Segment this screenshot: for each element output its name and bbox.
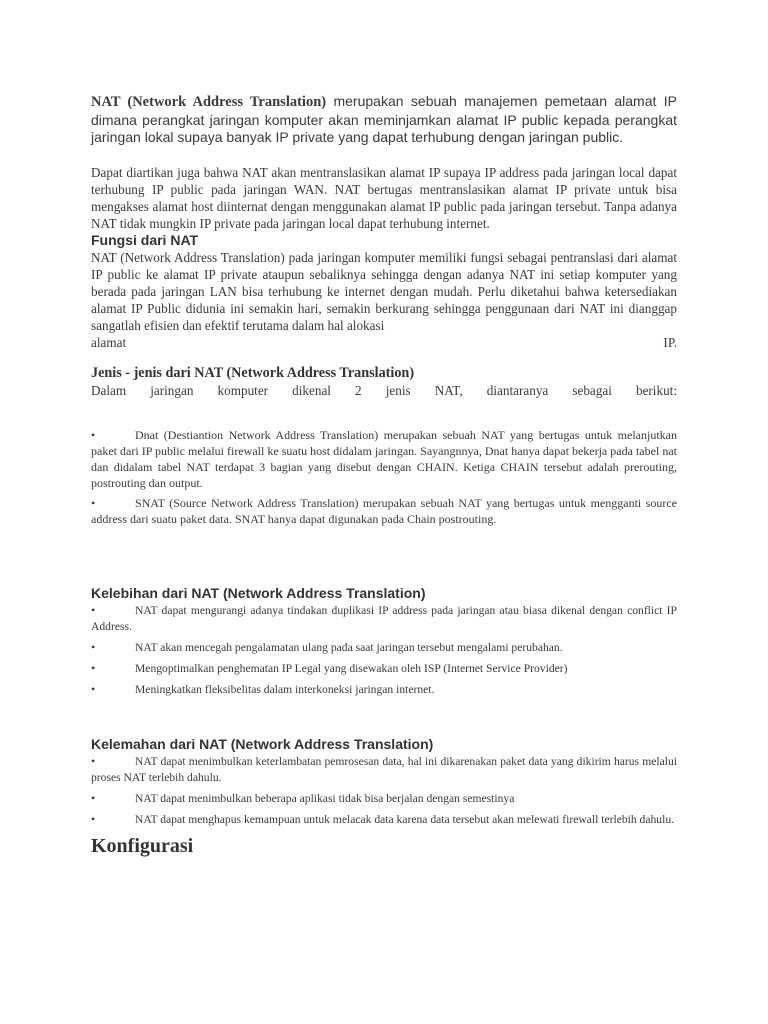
list-item: • Mengoptimalkan penghematan IP Legal yang disewakan oleh ISP (Internet Service Provider) (91, 660, 568, 675)
list-item: • Meningkatkan fleksibelitas dalam interkoneksi jaringan internet. (91, 681, 435, 696)
list-item: • NAT akan mencegah pengalamatan ulang pada saat jaringan tersebut mengalami perubahan. (91, 639, 563, 654)
bullet-icon: • (91, 753, 96, 768)
bullet-icon: • (91, 602, 96, 617)
nat-explanation-paragraph: Dapat diartikan juga bahwa NAT akan mentranslasikan alamat IP supaya IP address pada jaringan local dapat terhubung IP public pada jaringan WAN. NAT bertugas mentranslasikan alamat IP private untuk bisa mengakses alamat host diinternat dengan menggunakan alamat IP public pada jaringan tersebut. Tanpa adanya NAT tidak mungkin IP private pada jaringan local dapat terhubung internet. (91, 164, 677, 231)
list-item: • Dnat (Destiantion Network Address Translation) merupakan sebuah NAT yang bertugas untuk melanjutkan paket dari IP public melalui firewall ke suatu host didalam jaringan. Sayangnnya, Dnat hanya dapat bekerja pada tabel nat dan didalam tabel NAT terdapat 3 bagian yang disebut dengan CHAIN. Ketiga CHAIN tersebut adalah prerouting, postrouting dan output. (91, 427, 677, 490)
list-item: • NAT dapat menghapus kemampuan untuk melacak data karena data tersebut akan melewati firewall terlebih dahulu. (91, 811, 675, 826)
bullet-icon: • (91, 427, 96, 442)
list-item: • NAT dapat menimbulkan beberapa aplikasi tidak bisa berjalan dengan semestinya (91, 790, 515, 805)
fungsi-heading: Fungsi dari NAT (91, 231, 199, 248)
list-item: • NAT dapat menimbulkan keterlambatan pemrosesan data, hal ini dikarenakan paket data yang dikirim harus melalui proses NAT terlebih dahulu. (91, 753, 677, 784)
document-page (91, 93, 677, 858)
bullet-icon: • (91, 790, 96, 805)
jenis-intro: Dalam jaringan komputer dikenal 2 jenis NAT, diantaranya sebagai berikut: (91, 382, 677, 398)
jenis-list (91, 427, 677, 527)
fungsi-text: NAT (Network Address Translation) pada jaringan komputer memiliki fungsi sebagai pentranslasi dari alamat IP public ke alamat IP private ataupun sebaliknya sehingga dengan adanya NAT ini setiap komputer yang berada pada jaringan LAN bisa terhubung ke internet dengan mudah. Perlu diketahui bahwa ketersediakan alamat IP Public didunia ini semakin hari, semakin berkurang sehingga penggunaan dari NAT ini dianggap sangatlah efisien dan efektif terutama dalam hal alokasi (91, 249, 677, 333)
bullet-icon: • (91, 639, 96, 654)
konfigurasi-heading: Konfigurasi (91, 834, 194, 857)
kelemahan-list (91, 753, 677, 828)
bullet-icon: • (91, 495, 96, 510)
fungsi-last-line: alamat IP. (91, 334, 677, 350)
bullet-icon: • (91, 660, 96, 675)
kelemahan-heading: Kelemahan dari NAT (Network Address Translation) (91, 735, 434, 752)
fungsi-paragraph (91, 249, 677, 334)
jenis-heading: Jenis - jenis dari NAT (Network Address Translation) (91, 364, 415, 381)
intro-definition: merupakan sebuah manajemen pemetaan alamat IP dimana perangkat jaringan komputer akan meminjamkan alamat IP public kepada perangkat jaringan lokal supaya banyak IP private yang dapat terhubung dengan jaringan public. (91, 93, 678, 145)
list-item: • SNAT (Source Network Address Translation) merupakan sebuah NAT yang bertugas untuk mengganti source address dari suatu paket data. SNAT hanya dapat digunakan pada Chain postrouting. (91, 495, 677, 526)
kelebihan-list (91, 602, 677, 698)
bullet-icon: • (91, 681, 96, 696)
list-item: • NAT dapat mengurangi adanya tindakan duplikasi IP address pada jaringan atau biasa dikenal dengan conflict IP Address. (91, 602, 677, 633)
intro-paragraph (91, 93, 677, 147)
kelebihan-heading: Kelebihan dari NAT (Network Address Translation) (91, 584, 426, 601)
bullet-icon: • (91, 811, 96, 826)
intro-term: NAT (Network Address Translation) (91, 94, 327, 110)
